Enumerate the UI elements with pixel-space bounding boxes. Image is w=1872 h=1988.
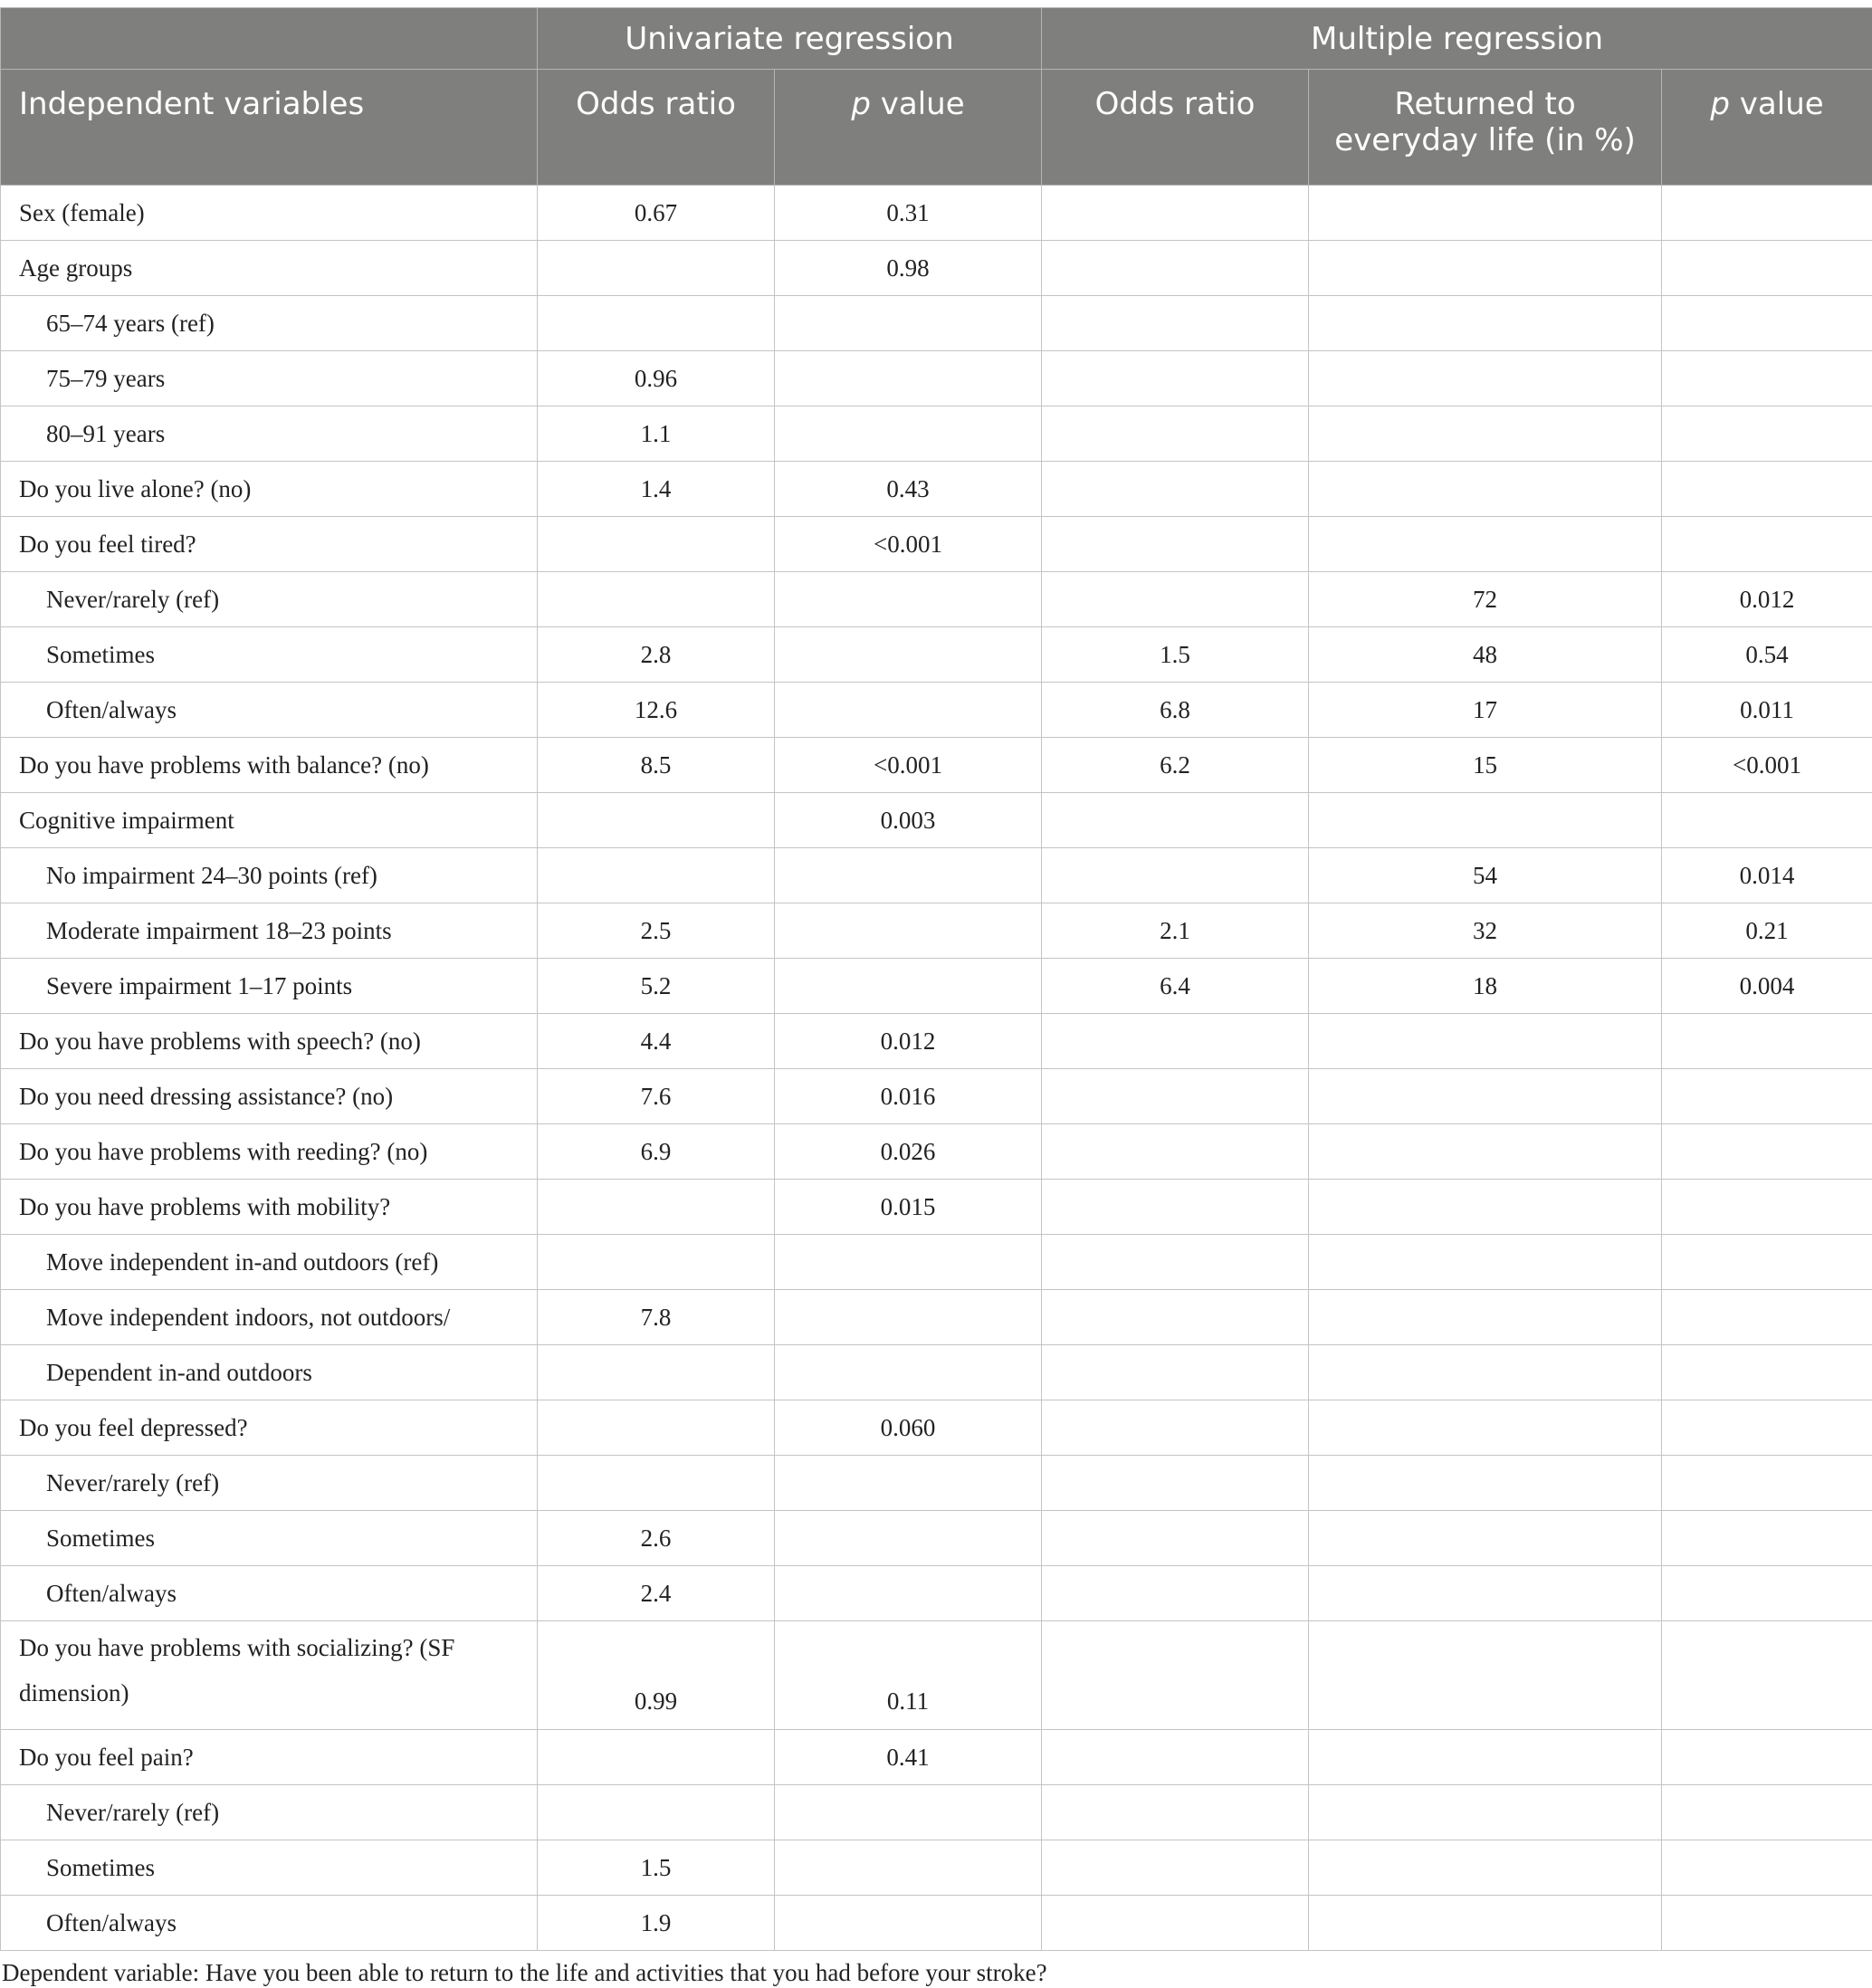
odds-ratio-multiple-cell bbox=[1042, 406, 1309, 462]
table-row bbox=[1, 1566, 1872, 1621]
variable-cell: Move independent indoors, not outdoors/ bbox=[1, 1290, 538, 1345]
variable-cell: Do you have problems with speech? (no) bbox=[1, 1014, 538, 1069]
header-group-row bbox=[1, 8, 1872, 70]
odds-ratio-multiple-cell: 6.8 bbox=[1042, 683, 1309, 738]
variable-cell: Moderate impairment 18–23 points bbox=[1, 903, 538, 959]
p-value-univariate-cell bbox=[775, 1456, 1042, 1511]
odds-ratio-multiple-cell bbox=[1042, 1345, 1309, 1400]
table-row bbox=[1, 1896, 1872, 1951]
table-header bbox=[1, 8, 1872, 186]
variable-cell: Dependent in-and outdoors bbox=[1, 1345, 538, 1400]
p-value-multiple-cell bbox=[1662, 793, 1872, 848]
returned-percent-cell bbox=[1309, 1840, 1662, 1896]
p-value-multiple-cell: 0.004 bbox=[1662, 959, 1872, 1014]
odds-ratio-univariate-cell: 2.6 bbox=[538, 1511, 775, 1566]
p-value-univariate-cell bbox=[775, 351, 1042, 406]
odds-ratio-univariate-cell: 0.67 bbox=[538, 186, 775, 241]
p-value-univariate-cell: <0.001 bbox=[775, 517, 1042, 572]
odds-ratio-multiple-cell bbox=[1042, 1235, 1309, 1290]
odds-ratio-multiple-cell: 6.4 bbox=[1042, 959, 1309, 1014]
p-value-univariate-cell: 0.43 bbox=[775, 462, 1042, 517]
p-value-multiple-cell bbox=[1662, 1840, 1872, 1896]
odds-ratio-multiple-cell bbox=[1042, 1785, 1309, 1840]
table-row bbox=[1, 351, 1872, 406]
header-odds-ratio-univariate: Odds ratio bbox=[538, 70, 775, 186]
returned-percent-cell bbox=[1309, 406, 1662, 462]
odds-ratio-univariate-cell: 1.4 bbox=[538, 462, 775, 517]
variable-cell: Sex (female) bbox=[1, 186, 538, 241]
p-value-multiple-cell bbox=[1662, 296, 1872, 351]
odds-ratio-multiple-cell bbox=[1042, 1290, 1309, 1345]
p-value-multiple-cell bbox=[1662, 1566, 1872, 1621]
variable-cell: Do you live alone? (no) bbox=[1, 462, 538, 517]
variable-cell: Cognitive impairment bbox=[1, 793, 538, 848]
odds-ratio-univariate-cell: 0.96 bbox=[538, 351, 775, 406]
odds-ratio-multiple-cell: 1.5 bbox=[1042, 627, 1309, 683]
odds-ratio-univariate-cell bbox=[538, 1785, 775, 1840]
table-row bbox=[1, 517, 1872, 572]
odds-ratio-multiple-cell bbox=[1042, 517, 1309, 572]
variable-cell: 80–91 years bbox=[1, 406, 538, 462]
odds-ratio-univariate-cell: 8.5 bbox=[538, 738, 775, 793]
variable-cell: Move independent in-and outdoors (ref) bbox=[1, 1235, 538, 1290]
odds-ratio-multiple-cell bbox=[1042, 1180, 1309, 1235]
returned-percent-cell: 15 bbox=[1309, 738, 1662, 793]
value-label: value bbox=[870, 86, 965, 122]
odds-ratio-multiple-cell bbox=[1042, 462, 1309, 517]
returned-percent-cell bbox=[1309, 1621, 1662, 1730]
odds-ratio-univariate-cell: 2.8 bbox=[538, 627, 775, 683]
p-value-multiple-cell bbox=[1662, 1180, 1872, 1235]
p-value-univariate-cell bbox=[775, 406, 1042, 462]
odds-ratio-multiple-cell bbox=[1042, 1400, 1309, 1456]
odds-ratio-multiple-cell bbox=[1042, 1566, 1309, 1621]
odds-ratio-multiple-cell bbox=[1042, 186, 1309, 241]
table-row bbox=[1, 572, 1872, 627]
table-row bbox=[1, 462, 1872, 517]
odds-ratio-multiple-cell: 2.1 bbox=[1042, 903, 1309, 959]
p-value-univariate-cell: 0.026 bbox=[775, 1124, 1042, 1180]
returned-percent-cell bbox=[1309, 241, 1662, 296]
p-value-multiple-cell bbox=[1662, 1069, 1872, 1124]
variable-cell: Severe impairment 1–17 points bbox=[1, 959, 538, 1014]
variable-cell: Often/always bbox=[1, 1896, 538, 1951]
table-footnote: Dependent variable: Have you been able to return to the life and activities that you had before your stroke? bbox=[2, 1959, 1047, 1986]
odds-ratio-univariate-cell bbox=[538, 793, 775, 848]
returned-percent-cell bbox=[1309, 1456, 1662, 1511]
p-value-multiple-cell bbox=[1662, 1896, 1872, 1951]
p-value-multiple-cell bbox=[1662, 1124, 1872, 1180]
p-value-univariate-cell: 0.41 bbox=[775, 1730, 1042, 1785]
table-row bbox=[1, 848, 1872, 903]
table-row bbox=[1, 683, 1872, 738]
p-value-multiple-cell bbox=[1662, 351, 1872, 406]
odds-ratio-multiple-cell bbox=[1042, 1730, 1309, 1785]
odds-ratio-multiple-cell bbox=[1042, 241, 1309, 296]
returned-percent-cell bbox=[1309, 186, 1662, 241]
p-value-multiple-cell bbox=[1662, 517, 1872, 572]
table-row bbox=[1, 1840, 1872, 1896]
p-value-univariate-cell bbox=[775, 1235, 1042, 1290]
variable-cell: Sometimes bbox=[1, 627, 538, 683]
p-value-univariate-cell bbox=[775, 1785, 1042, 1840]
variable-cell: Do you feel pain? bbox=[1, 1730, 538, 1785]
odds-ratio-multiple-cell bbox=[1042, 1124, 1309, 1180]
p-value-univariate-cell bbox=[775, 1345, 1042, 1400]
returned-percent-cell bbox=[1309, 1290, 1662, 1345]
odds-ratio-multiple-cell bbox=[1042, 1069, 1309, 1124]
odds-ratio-univariate-cell: 0.99 bbox=[538, 1621, 775, 1730]
p-value-univariate-cell bbox=[775, 627, 1042, 683]
header-returned-everyday-life: Returned to everyday life (in %) bbox=[1309, 70, 1662, 186]
p-value-univariate-cell: <0.001 bbox=[775, 738, 1042, 793]
value-label: value bbox=[1729, 86, 1824, 122]
table-row bbox=[1, 738, 1872, 793]
p-value-univariate-cell: 0.015 bbox=[775, 1180, 1042, 1235]
regression-table bbox=[0, 7, 1872, 1951]
odds-ratio-univariate-cell bbox=[538, 1235, 775, 1290]
odds-ratio-univariate-cell: 4.4 bbox=[538, 1014, 775, 1069]
table-row bbox=[1, 1456, 1872, 1511]
odds-ratio-univariate-cell: 2.4 bbox=[538, 1566, 775, 1621]
p-value-univariate-cell bbox=[775, 296, 1042, 351]
returned-percent-cell bbox=[1309, 1014, 1662, 1069]
returned-percent-cell bbox=[1309, 1511, 1662, 1566]
table-row bbox=[1, 1400, 1872, 1456]
p-value-univariate-cell bbox=[775, 959, 1042, 1014]
returned-percent-cell bbox=[1309, 1730, 1662, 1785]
variable-cell: Do you feel depressed? bbox=[1, 1400, 538, 1456]
p-value-univariate-cell: 0.016 bbox=[775, 1069, 1042, 1124]
odds-ratio-univariate-cell bbox=[538, 1180, 775, 1235]
table-row bbox=[1, 1290, 1872, 1345]
returned-percent-cell bbox=[1309, 462, 1662, 517]
p-value-multiple-cell: 0.011 bbox=[1662, 683, 1872, 738]
header-p-value-univariate bbox=[775, 70, 1042, 186]
table-row bbox=[1, 793, 1872, 848]
odds-ratio-univariate-cell: 1.5 bbox=[538, 1840, 775, 1896]
table-row bbox=[1, 959, 1872, 1014]
p-value-multiple-cell bbox=[1662, 1621, 1872, 1730]
p-value-univariate-cell bbox=[775, 572, 1042, 627]
table-row bbox=[1, 241, 1872, 296]
odds-ratio-univariate-cell bbox=[538, 296, 775, 351]
odds-ratio-multiple-cell bbox=[1042, 793, 1309, 848]
odds-ratio-univariate-cell: 1.9 bbox=[538, 1896, 775, 1951]
p-value-univariate-cell bbox=[775, 903, 1042, 959]
returned-percent-cell bbox=[1309, 1235, 1662, 1290]
returned-percent-cell bbox=[1309, 1069, 1662, 1124]
returned-percent-cell bbox=[1309, 351, 1662, 406]
variable-cell: Do you have problems with balance? (no) bbox=[1, 738, 538, 793]
table-row bbox=[1, 903, 1872, 959]
p-italic: p bbox=[851, 86, 871, 122]
returned-percent-cell bbox=[1309, 1124, 1662, 1180]
table-row bbox=[1, 1235, 1872, 1290]
odds-ratio-univariate-cell bbox=[538, 1345, 775, 1400]
returned-percent-cell bbox=[1309, 793, 1662, 848]
returned-percent-cell: 54 bbox=[1309, 848, 1662, 903]
returned-percent-cell bbox=[1309, 1345, 1662, 1400]
variable-cell: Do you feel tired? bbox=[1, 517, 538, 572]
variable-cell: Sometimes bbox=[1, 1840, 538, 1896]
p-value-univariate-cell: 0.060 bbox=[775, 1400, 1042, 1456]
odds-ratio-univariate-cell bbox=[538, 517, 775, 572]
odds-ratio-multiple-cell bbox=[1042, 572, 1309, 627]
variable-cell: Do you have problems with reeding? (no) bbox=[1, 1124, 538, 1180]
table-body bbox=[1, 186, 1872, 1951]
returned-percent-cell bbox=[1309, 1896, 1662, 1951]
p-italic: p bbox=[1710, 86, 1730, 122]
odds-ratio-multiple-cell bbox=[1042, 1456, 1309, 1511]
odds-ratio-univariate-cell: 7.6 bbox=[538, 1069, 775, 1124]
variable-cell: 65–74 years (ref) bbox=[1, 296, 538, 351]
header-univariate: Univariate regression bbox=[538, 8, 1042, 70]
table-row bbox=[1, 1069, 1872, 1124]
p-value-multiple-cell bbox=[1662, 1456, 1872, 1511]
returned-percent-cell: 17 bbox=[1309, 683, 1662, 738]
returned-percent-cell bbox=[1309, 517, 1662, 572]
odds-ratio-univariate-cell bbox=[538, 1400, 775, 1456]
variable-cell: Age groups bbox=[1, 241, 538, 296]
table-row bbox=[1, 1785, 1872, 1840]
variable-cell: Never/rarely (ref) bbox=[1, 572, 538, 627]
variable-cell: Often/always bbox=[1, 1566, 538, 1621]
p-value-multiple-cell bbox=[1662, 1511, 1872, 1566]
regression-table-container bbox=[0, 7, 1872, 1987]
p-value-univariate-cell: 0.31 bbox=[775, 186, 1042, 241]
p-value-multiple-cell: 0.21 bbox=[1662, 903, 1872, 959]
table-row bbox=[1, 1180, 1872, 1235]
p-value-multiple-cell: 0.54 bbox=[1662, 627, 1872, 683]
returned-percent-cell: 18 bbox=[1309, 959, 1662, 1014]
table-row bbox=[1, 1621, 1872, 1730]
table-row bbox=[1, 1511, 1872, 1566]
returned-percent-cell: 32 bbox=[1309, 903, 1662, 959]
table-row bbox=[1, 186, 1872, 241]
returned-percent-cell: 48 bbox=[1309, 627, 1662, 683]
p-value-multiple-cell: <0.001 bbox=[1662, 738, 1872, 793]
odds-ratio-multiple-cell bbox=[1042, 848, 1309, 903]
odds-ratio-univariate-cell: 1.1 bbox=[538, 406, 775, 462]
odds-ratio-univariate-cell: 7.8 bbox=[538, 1290, 775, 1345]
header-independent-variables: Independent variables bbox=[1, 70, 538, 186]
odds-ratio-multiple-cell bbox=[1042, 1896, 1309, 1951]
odds-ratio-multiple-cell: 6.2 bbox=[1042, 738, 1309, 793]
returned-percent-cell bbox=[1309, 1180, 1662, 1235]
odds-ratio-multiple-cell bbox=[1042, 1621, 1309, 1730]
p-value-multiple-cell bbox=[1662, 1345, 1872, 1400]
odds-ratio-univariate-cell bbox=[538, 848, 775, 903]
returned-percent-cell bbox=[1309, 1566, 1662, 1621]
odds-ratio-univariate-cell bbox=[538, 1730, 775, 1785]
header-p-value-multiple bbox=[1662, 70, 1872, 186]
p-value-multiple-cell bbox=[1662, 1785, 1872, 1840]
p-value-univariate-cell bbox=[775, 848, 1042, 903]
p-value-univariate-cell bbox=[775, 1566, 1042, 1621]
variable-cell: Never/rarely (ref) bbox=[1, 1456, 538, 1511]
variable-cell: Do you have problems with mobility? bbox=[1, 1180, 538, 1235]
variable-cell: No impairment 24–30 points (ref) bbox=[1, 848, 538, 903]
table-row bbox=[1, 296, 1872, 351]
p-value-multiple-cell bbox=[1662, 462, 1872, 517]
variable-cell: Sometimes bbox=[1, 1511, 538, 1566]
odds-ratio-multiple-cell bbox=[1042, 351, 1309, 406]
returned-percent-cell: 72 bbox=[1309, 572, 1662, 627]
variable-cell: Often/always bbox=[1, 683, 538, 738]
p-value-univariate-cell bbox=[775, 1290, 1042, 1345]
table-row bbox=[1, 1124, 1872, 1180]
p-value-multiple-cell: 0.012 bbox=[1662, 572, 1872, 627]
odds-ratio-multiple-cell bbox=[1042, 1840, 1309, 1896]
p-value-univariate-cell: 0.11 bbox=[775, 1621, 1042, 1730]
table-row bbox=[1, 1730, 1872, 1785]
header-odds-ratio-multiple: Odds ratio bbox=[1042, 70, 1309, 186]
odds-ratio-univariate-cell: 12.6 bbox=[538, 683, 775, 738]
returned-percent-cell bbox=[1309, 1785, 1662, 1840]
odds-ratio-univariate-cell bbox=[538, 241, 775, 296]
table-row bbox=[1, 406, 1872, 462]
odds-ratio-multiple-cell bbox=[1042, 1014, 1309, 1069]
p-value-multiple-cell bbox=[1662, 406, 1872, 462]
odds-ratio-univariate-cell bbox=[538, 572, 775, 627]
p-value-multiple-cell bbox=[1662, 186, 1872, 241]
odds-ratio-univariate-cell bbox=[538, 1456, 775, 1511]
variable-cell: Never/rarely (ref) bbox=[1, 1785, 538, 1840]
p-value-multiple-cell bbox=[1662, 1235, 1872, 1290]
p-value-multiple-cell bbox=[1662, 1290, 1872, 1345]
variable-cell: 75–79 years bbox=[1, 351, 538, 406]
header-column-row bbox=[1, 70, 1872, 186]
odds-ratio-multiple-cell bbox=[1042, 1511, 1309, 1566]
p-value-multiple-cell bbox=[1662, 1730, 1872, 1785]
variable-cell: Do you need dressing assistance? (no) bbox=[1, 1069, 538, 1124]
p-value-univariate-cell: 0.012 bbox=[775, 1014, 1042, 1069]
table-row bbox=[1, 1014, 1872, 1069]
table-row bbox=[1, 627, 1872, 683]
p-value-multiple-cell: 0.014 bbox=[1662, 848, 1872, 903]
p-value-univariate-cell bbox=[775, 683, 1042, 738]
p-value-univariate-cell bbox=[775, 1896, 1042, 1951]
odds-ratio-multiple-cell bbox=[1042, 296, 1309, 351]
p-value-multiple-cell bbox=[1662, 1400, 1872, 1456]
p-value-univariate-cell bbox=[775, 1511, 1042, 1566]
variable-cell: Do you have problems with socializing? (SF dimension) bbox=[1, 1621, 538, 1730]
returned-percent-cell bbox=[1309, 1400, 1662, 1456]
p-value-multiple-cell bbox=[1662, 1014, 1872, 1069]
odds-ratio-univariate-cell: 5.2 bbox=[538, 959, 775, 1014]
odds-ratio-univariate-cell: 2.5 bbox=[538, 903, 775, 959]
p-value-multiple-cell bbox=[1662, 241, 1872, 296]
header-multiple: Multiple regression bbox=[1042, 8, 1872, 70]
p-value-univariate-cell: 0.003 bbox=[775, 793, 1042, 848]
table-row bbox=[1, 1345, 1872, 1400]
returned-percent-cell bbox=[1309, 296, 1662, 351]
odds-ratio-univariate-cell: 6.9 bbox=[538, 1124, 775, 1180]
p-value-univariate-cell: 0.98 bbox=[775, 241, 1042, 296]
header-blank-cell bbox=[1, 8, 538, 70]
p-value-univariate-cell bbox=[775, 1840, 1042, 1896]
